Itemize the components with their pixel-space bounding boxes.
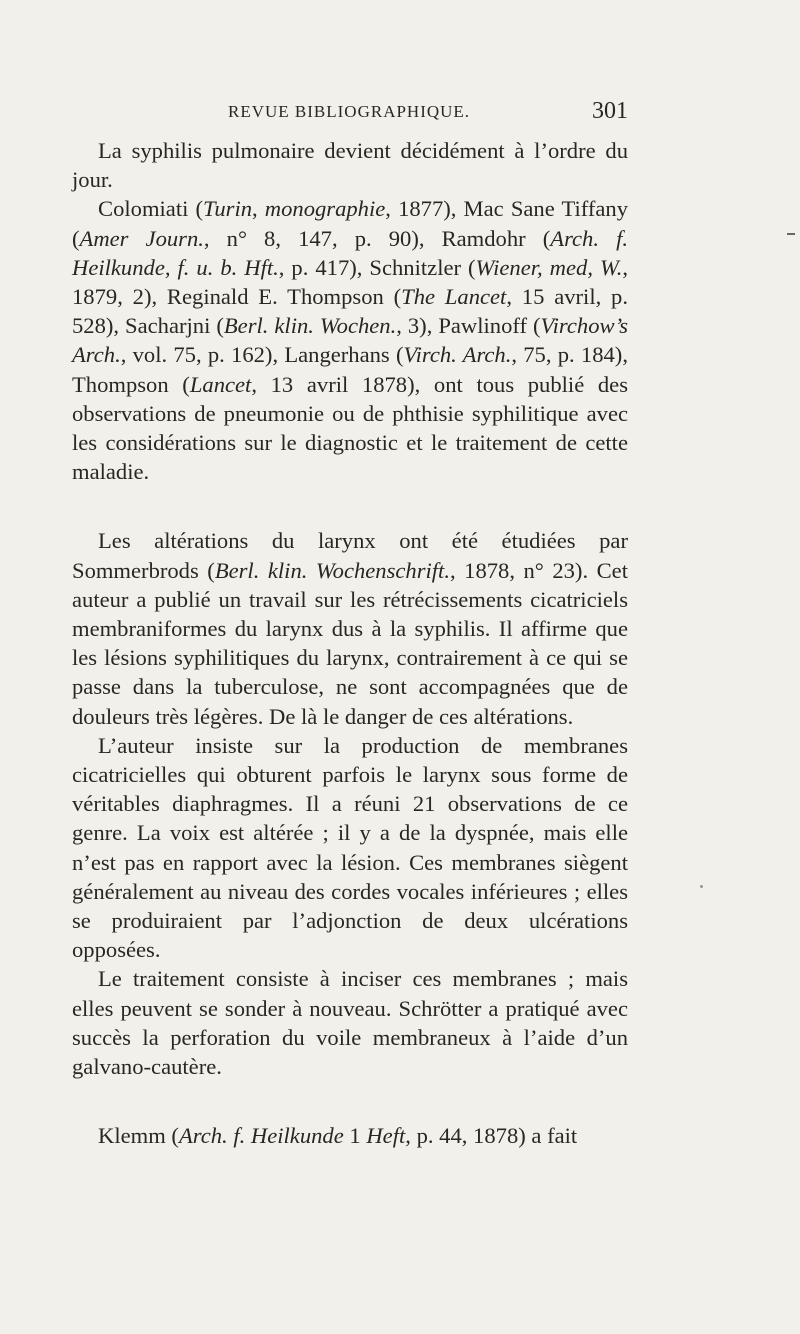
text-run: Colomiati (: [98, 196, 204, 222]
paragraph: [72, 194, 628, 486]
paragraph: [72, 1121, 628, 1150]
paragraph: [72, 731, 628, 965]
text-run: , 75, p. 184), Thompson (: [72, 342, 628, 397]
italic-citation: Virchow’s Arch.: [72, 313, 628, 368]
text-run: La syphilis pulmonaire devient décidément à l’ordre du jour.: [72, 138, 628, 193]
running-title: REVUE BIBLIOGRAPHIQUE.: [228, 102, 471, 121]
italic-citation: The Lancet: [401, 284, 507, 310]
text-run: Le traitement consiste à inciser ces membranes ; mais elles peuvent se sonder à nouveau. Schrötter a pratiqué avec succès la perforation du voile membraneux à l’aide d’un galvano-cautère.: [72, 966, 628, 1080]
text-run: , vol. 75, p. 162), Langerhans (: [120, 342, 404, 368]
italic-citation: Lancet: [189, 371, 252, 397]
text-run: , 1878, n° 23). Cet auteur a publié un travail sur les rétrécissements cicatriciels membraniformes du larynx dus à la syphilis. Il affirme que les lésions syphilitiques du larynx, contrairement à ce qui se passe dans la tuberculose, ne sont accompagnées que de douleurs très légères. De là le danger de ces altérations.: [72, 557, 628, 729]
paragraph: [72, 136, 628, 194]
text-run: 1: [343, 1123, 367, 1149]
text-run: , p. 44, 1878) a fait: [405, 1123, 578, 1149]
text-run: , 15 avril, p. 528), Sacharjni (: [72, 284, 629, 339]
italic-citation: Arch. f. Heilkunde, f. u. b. Hft.: [72, 225, 628, 280]
italic-citation: Amer Journ.: [79, 225, 204, 251]
text-run: ,: [252, 196, 265, 222]
paragraph: [72, 526, 628, 730]
paragraph: [72, 964, 628, 1081]
body-text: [72, 136, 628, 1151]
page-header: [70, 98, 630, 132]
text-run: L’auteur insiste sur la production de membranes cicatricielles qui obturent parfois le larynx sous forme de véritables diaphragmes. Il a réuni 21 observations de ce genre. La voix est altérée ; il y a de la dyspnée, mais elle n’est pas en rapport avec la lésion. Ces membranes siègent généralement au niveau des cordes vocales inférieures ; elles se produiraient par l’adjonction de deux ulcérations opposées.: [72, 732, 628, 963]
paper-speck: [700, 885, 703, 888]
text-run: , p. 417), Schnitzler (: [278, 254, 476, 280]
italic-citation: Wiener, med, W.: [475, 254, 623, 280]
italic-citation: Berl. klin. Wochen.: [223, 313, 397, 339]
text-run: Les altérations du larynx ont été étudiées par Sommerbrods (: [72, 528, 628, 583]
text-run: , 1877), Mac Sane Tiffany (: [72, 196, 628, 251]
italic-citation: Arch. f. Heilkunde: [178, 1123, 344, 1149]
text-run: , 13 avril 1878), ont tous publié des observations de pneumonie ou de phthisie syphilitique avec les considérations sur le diagnostic et le traitement de cette maladie.: [72, 371, 628, 485]
italic-citation: Berl. klin. Wochenschrift.: [214, 557, 450, 583]
text-run: , 1879, 2), Reginald E. Thompson (: [72, 254, 629, 310]
text-run: , 3), Pawlinoff (: [396, 313, 541, 339]
page-number: 301: [592, 98, 628, 124]
text-run: , n° 8, 147, p. 90), Ramdohr (: [203, 225, 551, 251]
italic-citation: Turin: [203, 196, 253, 222]
italic-citation: monographie: [264, 196, 386, 222]
margin-mark: [787, 233, 795, 235]
italic-citation: Virch. Arch.: [403, 342, 512, 368]
italic-citation: Heft: [366, 1123, 406, 1149]
text-run: Klemm (: [98, 1123, 179, 1149]
